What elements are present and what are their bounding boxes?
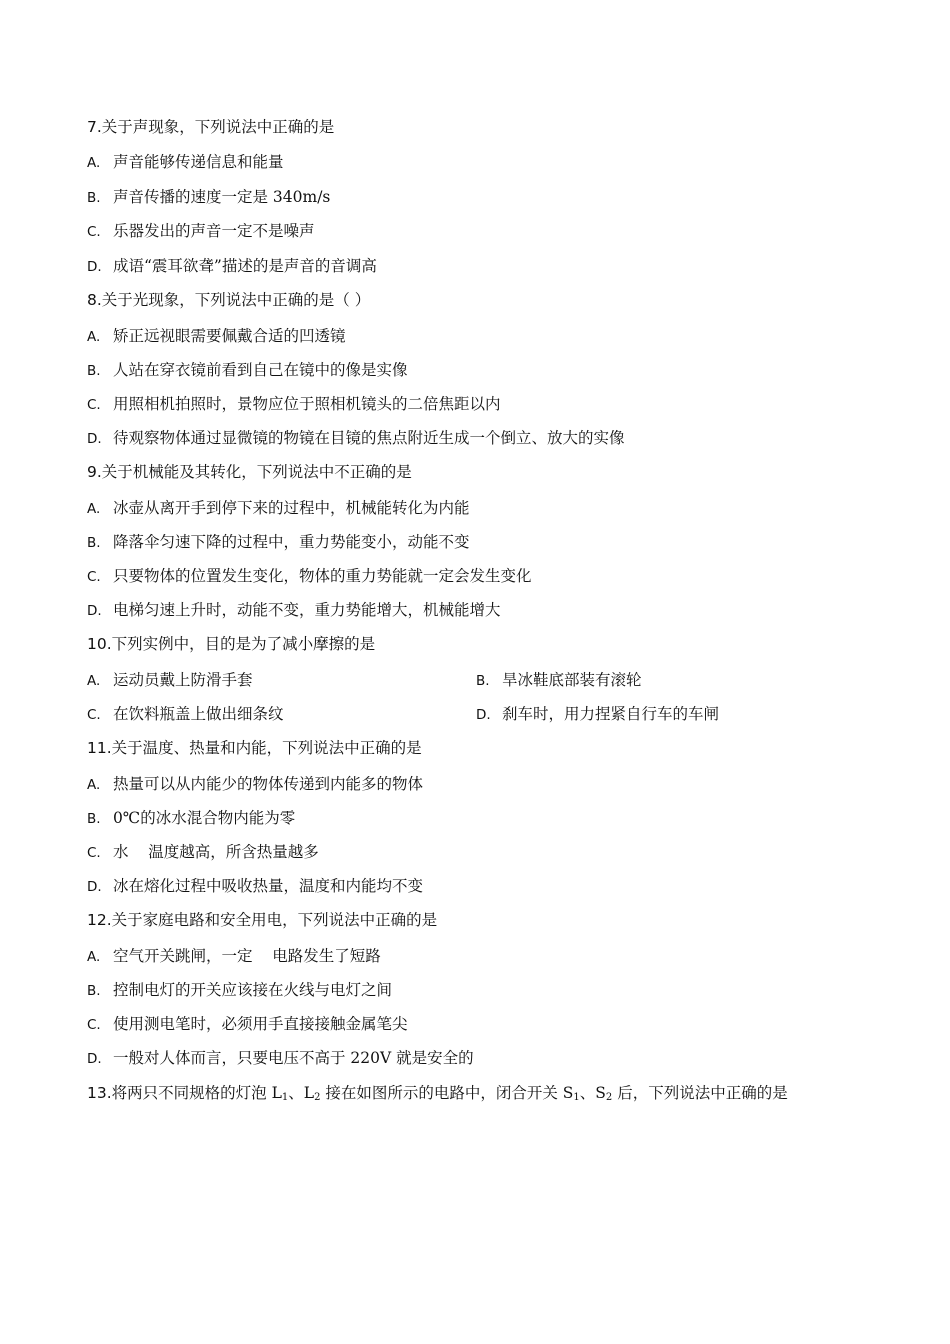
question-12-stem: 12.关于家庭电路和安全用电，下列说法中正确的是 [87,911,438,929]
option-7d: D. 成语“震耳欲聋”描述的是声音的音调高 [87,257,377,275]
question-number: 10. [87,635,112,653]
option-7c: C. 乐器发出的声音一定不是噪声 [87,222,315,240]
question-number: 12. [87,911,112,929]
question-11-stem: 11.关于温度、热量和内能，下列说法中正确的是 [87,739,422,757]
question-10-stem: 10.下列实例中，目的是为了减小摩擦的是 [87,635,376,653]
option-8a: A. 矫正远视眼需要佩戴合适的凹透镜 [87,327,346,345]
option-11b: B. 0℃的冰水混合物内能为零 [87,809,296,827]
question-number: 11. [87,739,112,757]
question-number: 7. [87,118,102,136]
option-12a: A. 空气开关跳闸，一定 电路发生了短路 [87,947,381,965]
option-10c: C. 在饮料瓶盖上做出细条纹 [87,705,284,723]
question-number: 8. [87,291,102,309]
option-11a: A. 热量可以从内能少的物体传递到内能多的物体 [87,775,424,793]
option-8b: B. 人站在穿衣镜前看到自己在镜中的像是实像 [87,361,408,379]
question-13-stem: 13.将两只不同规格的灯泡 $L_1$、$L_2$ 接在如图所示的电路中，闭合开关 $S_1$、$S_2$ 后，下列说法中正确的是 [87,1084,788,1103]
question-8-stem: 8.关于光现象，下列说法中正确的是（ ） [87,291,371,309]
option-12b: B. 控制电灯的开关应该接在火线与电灯之间 [87,981,393,999]
option-12d: D. 一般对人体而言，只要电压不高于 220V 就是安全的 [87,1049,474,1067]
option-9c: C. 只要物体的位置发生变化，物体的重力势能就一定会发生变化 [87,567,532,585]
question-7-stem: 7.关于声现象，下列说法中正确的是 [87,118,335,136]
option-9b: B. 降落伞匀速下降的过程中，重力势能变小，动能不变 [87,533,470,551]
option-8d: D. 待观察物体通过显微镜的物镜在目镜的焦点附近生成一个倒立、放大的实像 [87,429,625,447]
question-number: 9. [87,463,102,481]
option-10d: D. 刹车时，用力捏紧自行车的车闸 [476,705,720,723]
option-7b: B. 声音传播的速度一定是 340m/s [87,188,331,206]
option-9d: D. 电梯匀速上升时，动能不变，重力势能增大，机械能增大 [87,601,501,619]
option-11c: C. 水 温度越高，所含热量越多 [87,843,319,861]
option-12c: C. 使用测电笔时，必须用手直接接触金属笔尖 [87,1015,408,1033]
option-11d: D. 冰在熔化过程中吸收热量，温度和内能均不变 [87,877,424,895]
question-9-stem: 9.关于机械能及其转化，下列说法中不正确的是 [87,463,412,481]
question-number: 13. [87,1084,112,1102]
option-10a: A. 运动员戴上防滑手套 [87,671,253,689]
option-9a: A. 冰壶从离开手到停下来的过程中，机械能转化为内能 [87,499,470,517]
option-7a: A. 声音能够传递信息和能量 [87,153,284,171]
option-8c: C. 用照相机拍照时，景物应位于照相机镜头的二倍焦距以内 [87,395,501,413]
option-10b: B. 旱冰鞋底部装有滚轮 [476,671,642,689]
